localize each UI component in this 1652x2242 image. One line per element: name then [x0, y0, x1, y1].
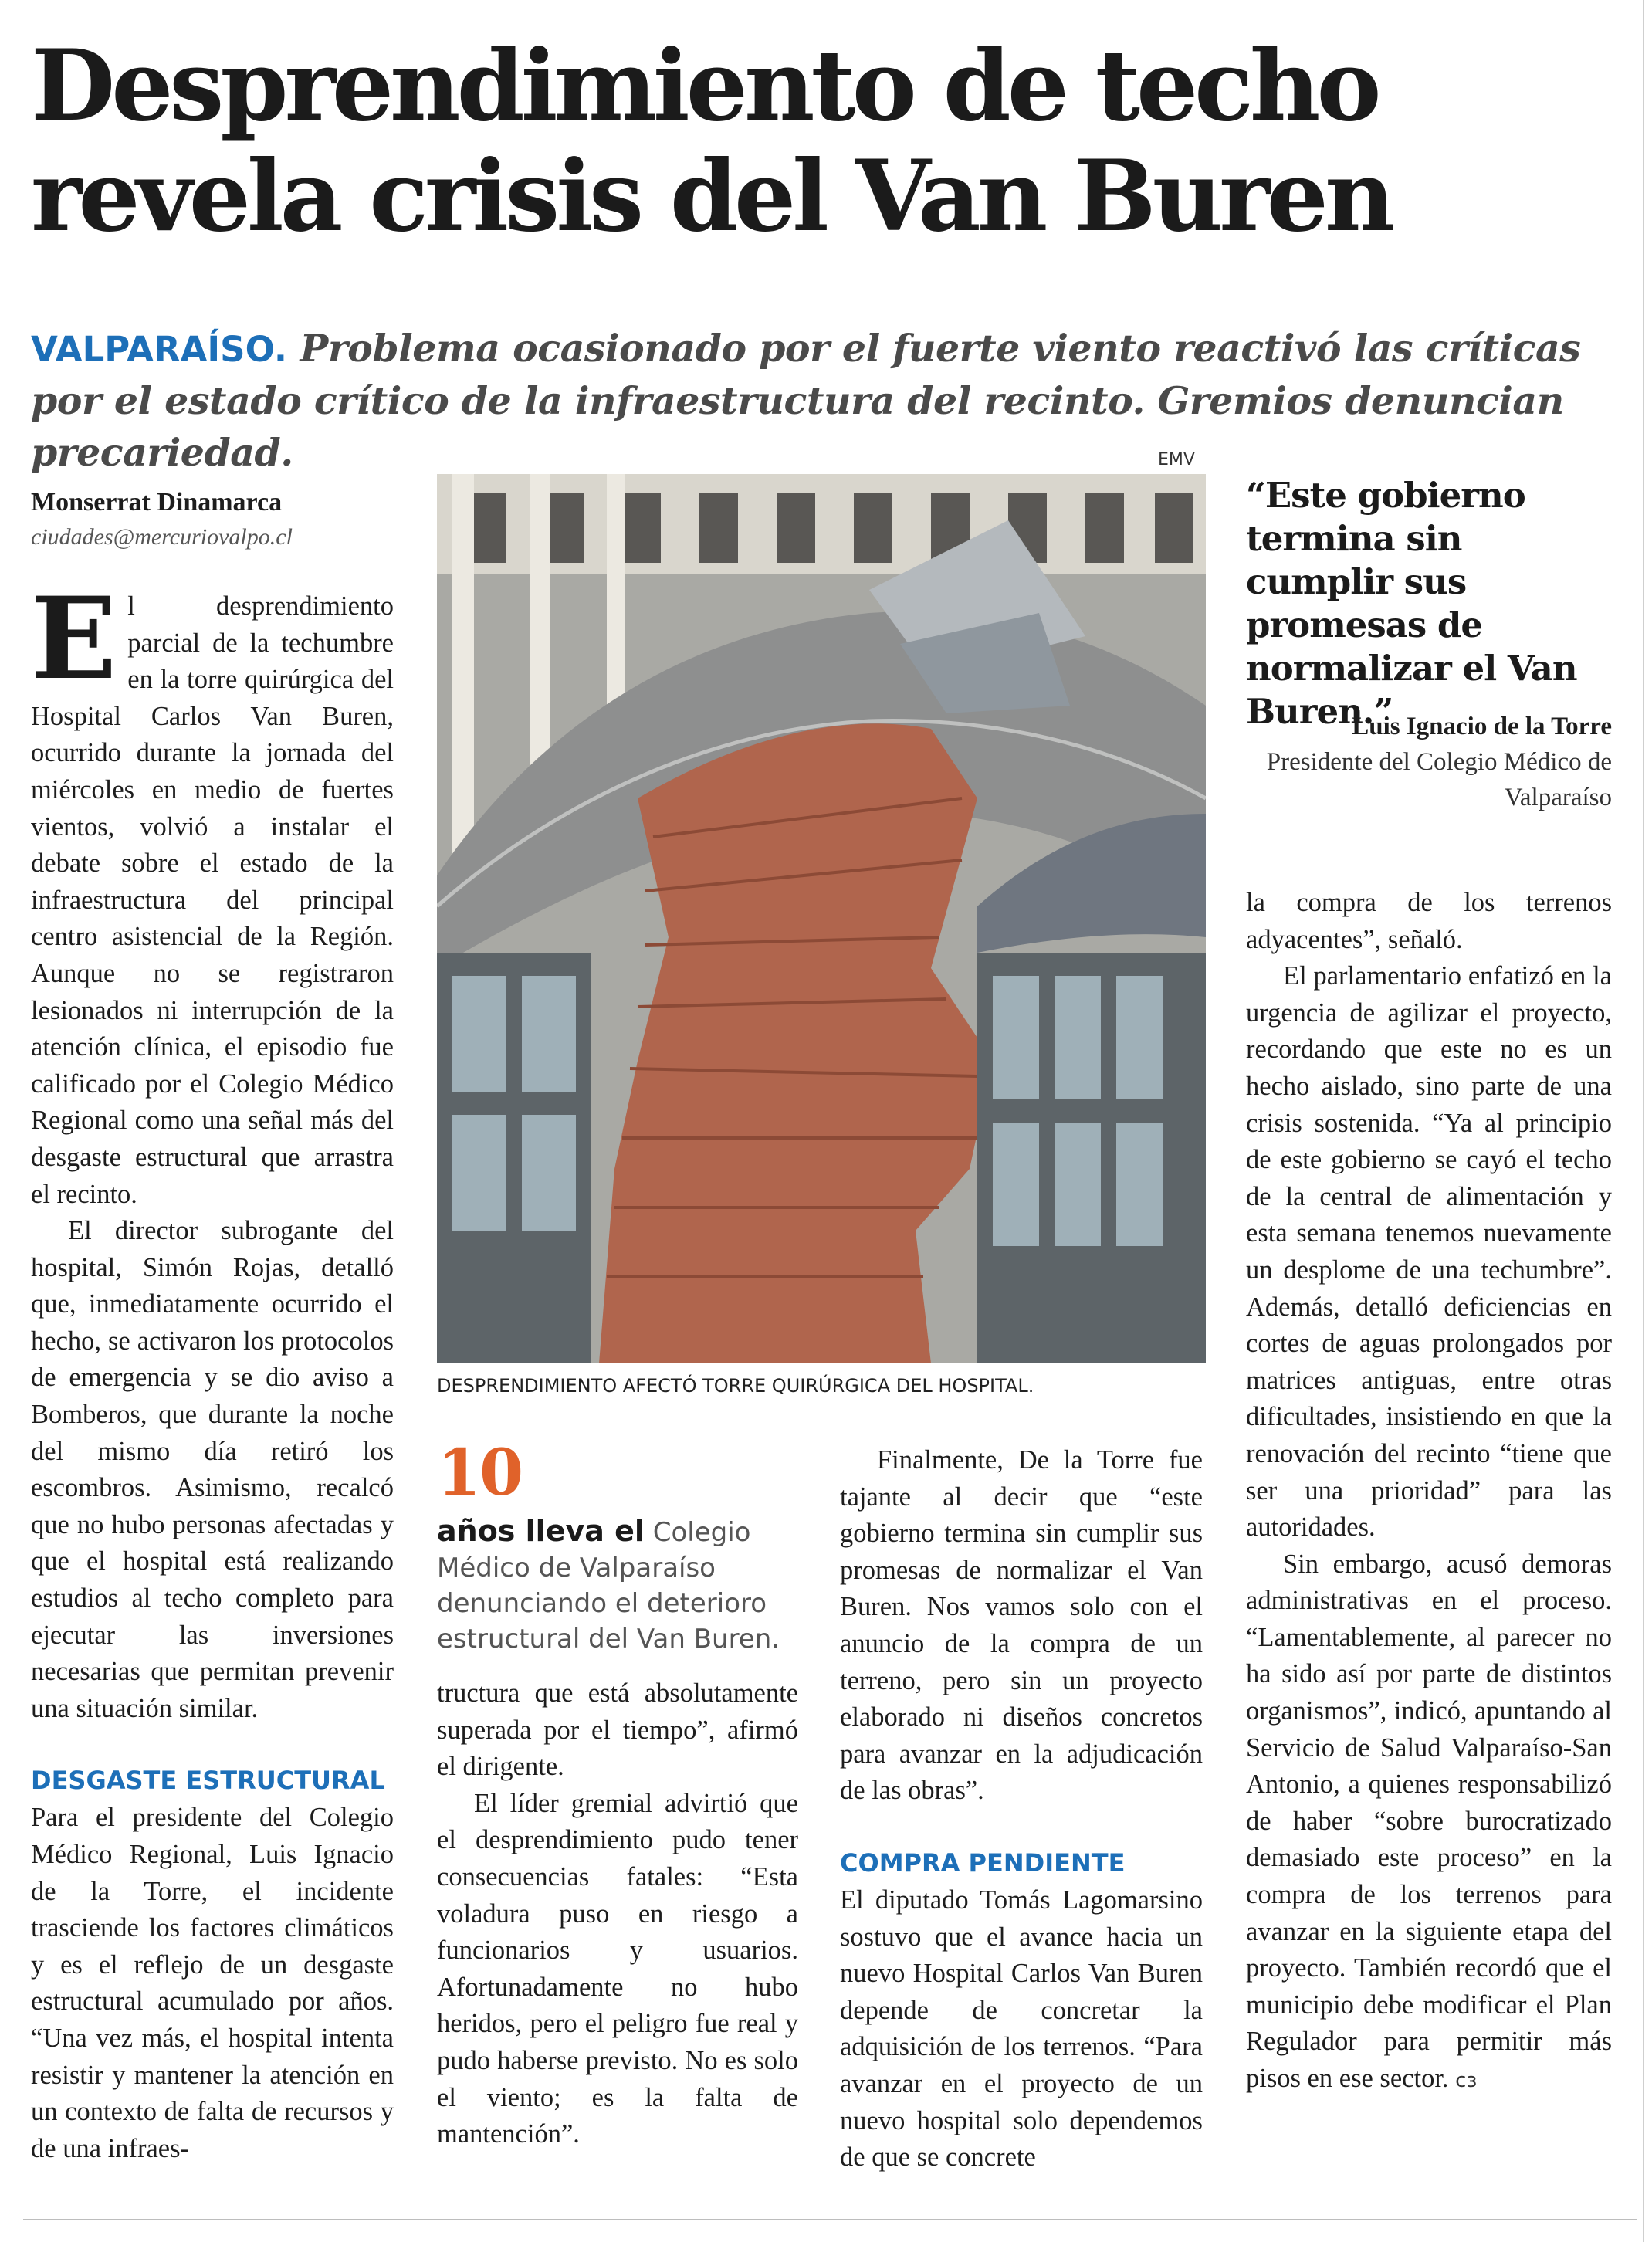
byline	[31, 485, 394, 554]
page-bottom-rule	[23, 2219, 1637, 2220]
photo-credit: EMV	[1158, 450, 1195, 469]
pull-quote: “Este gobierno termina sin cumplir sus promesas de normalizar el Van Buren.”	[1246, 475, 1577, 732]
drop-cap: E	[31, 573, 117, 705]
body-paragraph: tructura que está absolutamente superada por el tiempo”, afirmó el dirigente.	[437, 1678, 798, 1782]
stat-lead-in: años lleva el	[437, 1514, 645, 1548]
quote-author-role: Presidente del Colegio Médico de Valparaíso	[1266, 748, 1612, 811]
end-mark: cɜ	[1455, 2069, 1478, 2092]
body-paragraph	[1246, 1546, 1612, 2100]
stat-box	[437, 1438, 797, 1657]
article-column-4	[1246, 885, 1612, 2100]
article-column-2	[437, 1675, 798, 2153]
subhead-desgaste: DESGASTE ESTRUCTURAL	[31, 1766, 385, 1796]
body-paragraph: El diputado Tomás Lagomarsino sostuvo que el avance hacia un nuevo Hospital Carlos Van Buren depende de concretar la adquisición de los terrenos. “Para avanzar en el proyecto de un nuevo hospital solo dependemos de que se concrete	[840, 1885, 1203, 2173]
stat-number: 10	[437, 1436, 523, 1510]
body-paragraph: El parlamentario enfatizó en la urgencia de agilizar el proyecto, recordando que este no es un hecho aislado, sino parte de una crisis sostenida. “Ya al principio de este gobierno se cayó el techo de la central de alimentación y esta semana tenemos nuevamente un desplome de una techumbre”. Además, detalló deficiencias en cortes de aguas prolongados por matrices antiguas, entre otras dificultades, insistiendo en que la renovación del recinto “tiene que ser una prioridad” para las autoridades.	[1246, 961, 1612, 1543]
body-paragraph: Finalmente, De la Torre fue tajante al decir que “este gobierno termina sin cumplir sus promesas de normalizar el Van Buren. Nos vamos solo con el anuncio de la compra de un terreno, pero sin un proyecto elaborado ni diseños concretos para avanzar en la adjudicación de las obras”.	[840, 1445, 1203, 1806]
subhead-compra: COMPRA PENDIENTE	[840, 1847, 1126, 1878]
lead-text: Problema ocasionado por el fuerte viento reactivó las críticas por el estado crítico de la infraestructura del recinto. Gremios denuncian precariedad.	[31, 326, 1581, 475]
page-edge-rule	[1643, 0, 1644, 2242]
quote-author-name: Luis Ignacio de la Torre	[1352, 713, 1612, 740]
body-paragraph: la compra de los terrenos adyacentes”, señaló.	[1246, 888, 1612, 954]
article-column-3	[840, 1442, 1203, 2176]
author-name: Monserrat Dinamarca	[31, 488, 283, 516]
photo-caption: DESPRENDIMIENTO AFECTÓ TORRE QUIRÚRGICA DEL HOSPITAL.	[437, 1375, 1034, 1397]
body-paragraph: El líder gremial advirtió que el desprendimiento pudo tener consecuencias fatales: “Esta voladura puso en riesgo a funcionarios y usuarios. Afortunadamente no hubo heridos, pero el peligro fue real y pudo haberse previsto. No es solo el viento; es la falta de mantención”.	[437, 1788, 798, 2149]
body-paragraph: El director subrogante del hospital, Simón Rojas, detalló que, inmediatamente ocurrido el hecho, se activaron los protocolos de emergencia y se dio aviso a Bomberos, que durante la noche del mismo día retiró los escombros. Asimismo, recalcó que no hubo personas afectadas y que el hospital está realizando estudios al techo completo para ejecutar las inversiones necesarias que permitan prevenir una situación similar.	[31, 1216, 394, 1723]
body-text: Sin embargo, acusó demoras administrativas en el proceso. “Lamentablemente, al parecer no ha sido así por parte de distintos organismos”, indicó, apuntando al Servicio de Salud Valparaíso-San Antonio, a quienes responsabilizó de haber “sobre burocratizado demasiado este proceso” en la compra de los terrenos para avanzar en la siguiente etapa del proyecto. También recordó que el municipio debe modificar el Plan Regulador para permitir más pisos en ese sector.	[1246, 1549, 1612, 2093]
body-text: l desprendimiento parcial de la techumbre en la torre quirúrgica del Hospital Carlos Van Buren, ocurrido durante la jornada del miércoles en medio de fuertes vientos, volvió a instalar el debate sobre el estado de la infraestructura del principal centro asistencial de la Región. Aunque no se registraron lesionados ni interrupción de la atención clínica, el episodio fue calificado por el Colegio Médico Regional como una señal más del desgaste estructural que arrastra el recinto.	[31, 591, 394, 1209]
stat-description: Colegio Médico de Valparaíso denunciando el deterioro estructural del Van Buren.	[437, 1517, 780, 1654]
news-photo	[437, 474, 1206, 1363]
stat-text	[437, 1513, 797, 1657]
headline: Desprendimiento de techo revela crisis del Van Buren	[31, 29, 1392, 253]
body-paragraph	[31, 573, 394, 1213]
lead-paragraph	[31, 323, 1637, 479]
article-column-1	[31, 573, 394, 2167]
damaged-roof-illustration	[437, 474, 1206, 1363]
body-paragraph: Para el presidente del Colegio Médico Regional, Luis Ignacio de la Torre, el incidente trasciende los factores climáticos y es el reflejo de un desgaste estructural acumulado por años. “Una vez más, el hospital intenta resistir y mantener la atención en un contexto de falta de recursos y de una infraes-	[31, 1803, 394, 2163]
author-email: ciudades@mercuriovalpo.cl	[31, 524, 293, 550]
quote-attribution	[1246, 709, 1612, 815]
lead-place: VALPARAÍSO.	[31, 329, 287, 370]
